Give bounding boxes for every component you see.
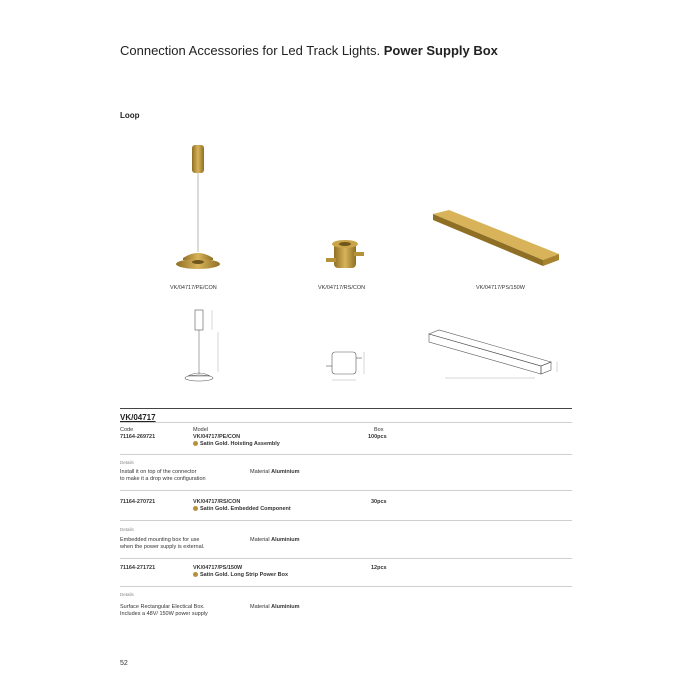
box-label: Box bbox=[374, 427, 384, 433]
row3-code: 71164-271721 bbox=[120, 565, 156, 571]
row3-details-label: Details bbox=[120, 592, 134, 597]
row2-details-line1: Embedded mounting box for use bbox=[120, 537, 200, 543]
row2-model: VK/04717/RS/CON bbox=[193, 499, 241, 505]
row2-details-line2: when the power supply is external. bbox=[120, 544, 205, 550]
row2-finish: Satin Gold. Embedded Component bbox=[193, 506, 291, 512]
product-photo-power-box bbox=[425, 208, 565, 268]
row1-details-line1: Install it on top of the connector bbox=[120, 469, 197, 475]
satin-gold-swatch-icon bbox=[193, 572, 198, 577]
row1-divider bbox=[120, 454, 572, 455]
row3-box: 12pcs bbox=[371, 565, 387, 571]
title-bold: Power Supply Box bbox=[383, 43, 498, 58]
row3-details-line2: Includes a 48V/ 150W power supply bbox=[120, 611, 208, 617]
top-divider bbox=[120, 408, 572, 409]
row3-model: VK/04717/PS/150W bbox=[193, 565, 243, 571]
row3-details-line1: Surface Rectangular Electical Box. bbox=[120, 604, 205, 610]
row2-material: Material Aluminium bbox=[250, 537, 300, 543]
product-photo-pendant bbox=[165, 140, 235, 275]
row1-box: 100pcs bbox=[368, 434, 387, 440]
row2-code: 71164-270721 bbox=[120, 499, 156, 505]
row1-finish: Satin Gold. Hoisting Assembly bbox=[193, 441, 280, 447]
section-label: Loop bbox=[120, 111, 140, 120]
product-label-1: VK/04717/PE/CON bbox=[170, 285, 217, 291]
row1-code: 71164-269721 bbox=[120, 434, 156, 440]
product-label-3: VK/04717/PS/150W bbox=[476, 285, 525, 291]
title-regular: Connection Accessories for Led Track Lights. bbox=[120, 43, 381, 58]
technical-drawing-pendant bbox=[178, 302, 238, 390]
satin-gold-swatch-icon bbox=[193, 441, 198, 446]
row2-details-divider bbox=[120, 558, 572, 559]
row1-details-divider bbox=[120, 490, 572, 491]
row1-details-line2: to make it a drop wire configuration bbox=[120, 476, 206, 482]
technical-drawing-power-box bbox=[425, 328, 565, 383]
row2-details-label: Details bbox=[120, 527, 134, 532]
product-label-2: VK/04717/RS/CON bbox=[318, 285, 366, 291]
model-label: Model bbox=[193, 427, 208, 433]
product-photo-embedded bbox=[320, 238, 370, 274]
series-heading: VK/04717 bbox=[120, 413, 156, 422]
series-underline bbox=[120, 422, 572, 423]
page-number: 52 bbox=[120, 660, 128, 667]
technical-drawing-embedded bbox=[322, 348, 372, 384]
code-label: Code bbox=[120, 427, 134, 433]
row3-divider bbox=[120, 586, 572, 587]
row1-details-label: Details bbox=[120, 460, 134, 465]
row3-finish: Satin Gold. Long Strip Power Box bbox=[193, 572, 288, 578]
row2-divider bbox=[120, 520, 572, 521]
row1-material: Material Aluminium bbox=[250, 469, 300, 475]
row2-box: 30pcs bbox=[371, 499, 387, 505]
row3-material: Material Aluminium bbox=[250, 604, 300, 610]
row1-model: VK/04717/PE/CON bbox=[193, 434, 241, 440]
page-title bbox=[120, 43, 498, 58]
satin-gold-swatch-icon bbox=[193, 506, 198, 511]
